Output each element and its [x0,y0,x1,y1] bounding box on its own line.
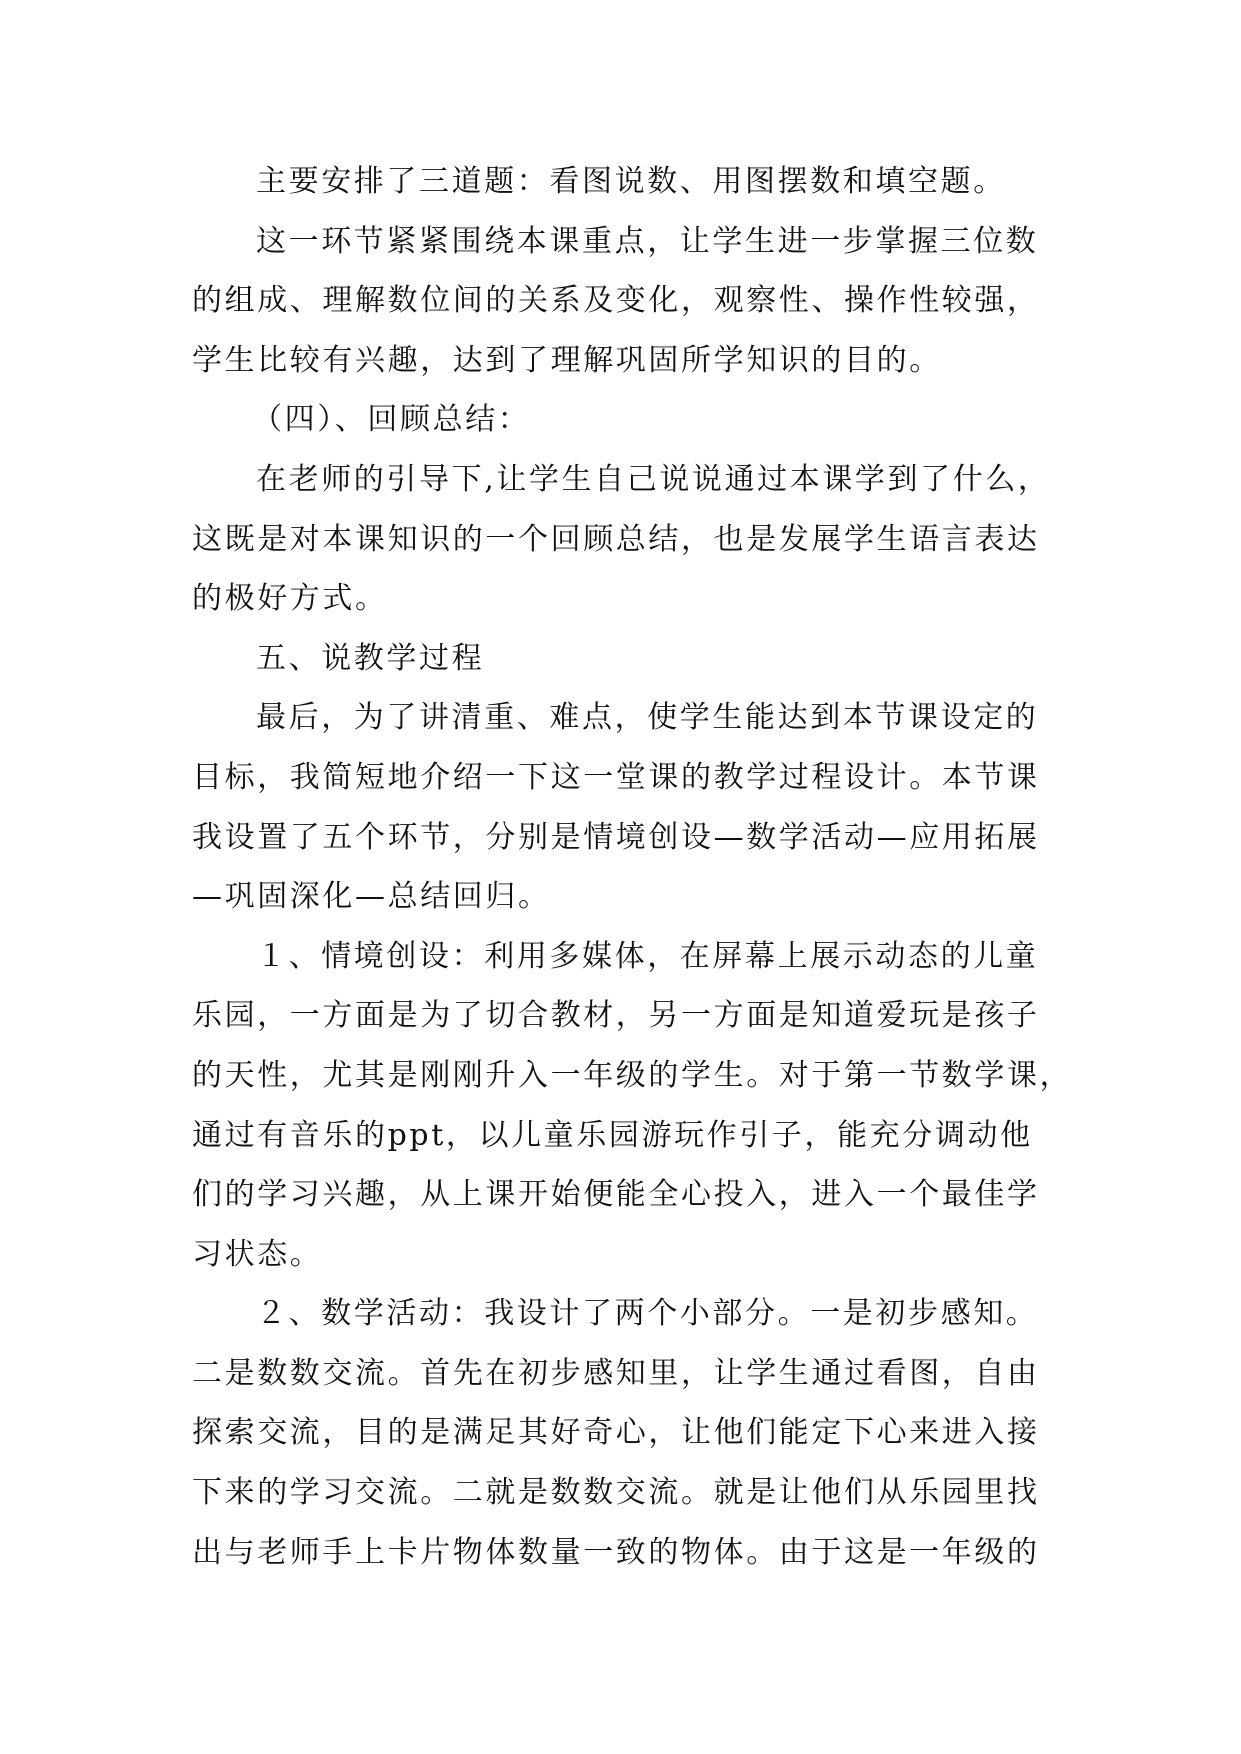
text-line: 通过有音乐的ppt，以儿童乐园游玩作引子，能充分调动他 [192,1117,1033,1153]
section-heading: （四）、回顾总结： [252,402,531,438]
text-line: 在老师的引导下,让学生自己说说通过本课学到了什么， [256,461,1051,497]
text-line: 的组成、理解数位间的关系及变化，观察性、操作性较强， [192,283,1040,319]
text-line: 我设置了五个环节，分别是情境创设—数学活动—应用拓展 [192,819,1040,855]
text-line: 探索交流，目的是满足其好奇心，让他们能定下心来进入接 [192,1415,1040,1451]
text-line: 的天性，尤其是刚刚升入一年级的学生。对于第一节数学课， [192,1057,1073,1093]
text-line: 主要安排了三道题：看图说数、用图摆数和填空题。 [256,164,1006,199]
text-line: 这一环节紧紧围绕本课重点，让学生进一步掌握三位数 [256,223,1039,259]
text-line: 二是数数交流。首先在初步感知里，让学生通过看图，自由 [192,1355,1040,1391]
text-line: 乐园，一方面是为了切合教材，另一方面是知道爱玩是孩子 [192,998,1040,1034]
text-line: 最后，为了讲清重、难点，使学生能达到本节课设定的 [256,700,1039,736]
text-line: 的极好方式。 [192,581,388,617]
text-line: —巩固深化—总结回归。 [192,879,551,915]
document-body [192,152,1072,1582]
text-line: ２、数学活动：我设计了两个小部分。一是初步感知。 [256,1296,1039,1332]
text-line: 习状态。 [192,1236,323,1272]
text-line: 们的学习兴趣，从上课开始便能全心投入，进入一个最佳学 [192,1177,1040,1213]
text-line: 目标，我简短地介绍一下这一堂课的教学过程设计。本节课 [192,759,1040,795]
text-line: 出与老师手上卡片物体数量一致的物体。由于这是一年级的 [192,1534,1040,1570]
section-heading: 五、说教学过程 [256,640,485,676]
text-line: 下来的学习交流。二就是数数交流。就是让他们从乐园里找 [192,1475,1040,1511]
text-line: 学生比较有兴趣，达到了理解巩固所学知识的目的。 [192,342,942,378]
text-line: １、情境创设：利用多媒体，在屏幕上展示动态的儿童 [256,938,1039,974]
text-line: 这既是对本课知识的一个回顾总结，也是发展学生语言表达 [192,521,1040,557]
